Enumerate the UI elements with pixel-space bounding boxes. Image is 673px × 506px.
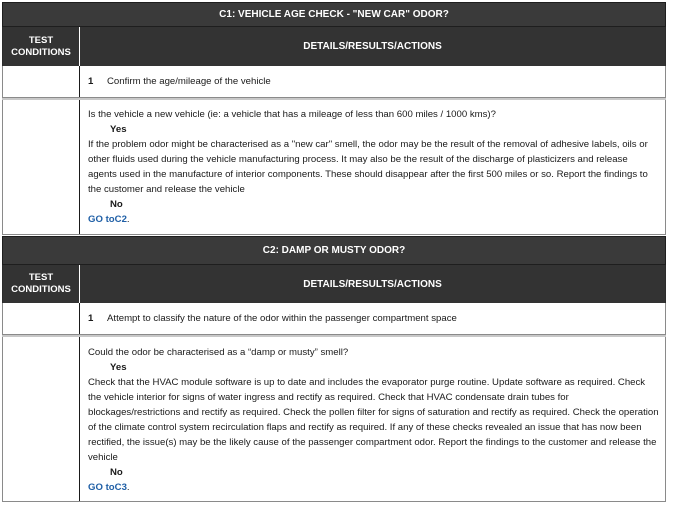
c2-step-condition-cell [3,303,80,334]
c2-goto-suffix: . [126,482,130,493]
c1-goto-link[interactable]: GO toC2 [88,214,127,225]
c1-title-text: C1: VEHICLE AGE CHECK - "NEW CAR" ODOR? [219,9,449,20]
c2-step-text: Attempt to classify the nature of the odor within the passenger compartment space [107,313,457,324]
c1-detail-condition-cell [3,100,80,234]
c2-question: Could the odor be characterised as a “damp or musty” smell? [88,347,349,358]
c1-yes-label: Yes [110,124,127,135]
c1-step-condition-cell [3,66,80,97]
c2-header-row [2,265,666,303]
c1-goto [88,212,659,227]
c1-question: Is the vehicle a new vehicle (ie: a vehicle that has a mileage of less than 600 miles / 1000 kms)? [88,109,496,120]
c1-detail-row [2,100,666,235]
c2-title-text: C2: DAMP OR MUSTY ODOR? [262,245,406,256]
c2-header-details [80,265,665,303]
c2-yes-text: Check that the HVAC module software is up to date and includes the evaporator purge routine. Update software as required. Check the vehicle interior for signs of water ingress and rectify as required. Check that HVAC condensate drain tubes for blockages/restrictions and rectify as required. Check the pollen filter for signs of saturation and rectify as required. Check the operation of the climate control system recirculation flaps and rectify as required. If any of these checks revealed an issue that has now been rectified, the issue(s) may be the likely cause of the passenger compartment odor. Report the findings to the customer and release the vehicle [88,377,659,463]
c1-step-number: 1 [88,76,94,87]
c2-section-title [2,236,666,265]
c1-step-text: Confirm the age/mileage of the vehicle [107,76,271,87]
c1-section-title [2,2,666,27]
c2-detail-content [88,345,659,495]
c1-yes-text: If the problem odor might be characterised as a "new car" smell, the odor may be the result of the removal of adhesive labels, oils or other fluids used during the vehicle manufacturing process. It may also be the result of the discharge of plasticizers and release agents used in the manufacture of interior components. These should disappear after the first 500 miles or so. Report the findings to the customer and release the vehicle [88,139,648,195]
c2-header-test-conditions [3,265,79,303]
c2-step [88,303,659,334]
c1-header-test-conditions-text: TEST CONDITIONS [11,34,71,58]
c1-no-label: No [110,199,123,210]
c2-detail-row [2,337,666,502]
c1-step-row [2,66,666,98]
c1-header-details-text: DETAILS/RESULTS/ACTIONS [303,41,442,52]
c1-header-details [80,27,665,66]
c1-step [88,66,659,97]
c1-goto-suffix: . [126,214,130,225]
c2-header-details-text: DETAILS/RESULTS/ACTIONS [303,278,442,290]
c2-step-row [2,303,666,335]
c2-no-label: No [110,467,123,478]
c1-header-test-conditions [3,27,79,66]
c2-yes-label: Yes [110,362,127,373]
c1-header-row [2,27,666,66]
c2-step-number: 1 [88,313,94,324]
c1-detail-content [88,107,659,227]
c2-goto-link[interactable]: GO toC3 [88,482,127,493]
c2-goto [88,480,659,495]
c2-detail-condition-cell [3,337,80,501]
c2-header-test-conditions-text: TEST CONDITIONS [11,272,71,295]
